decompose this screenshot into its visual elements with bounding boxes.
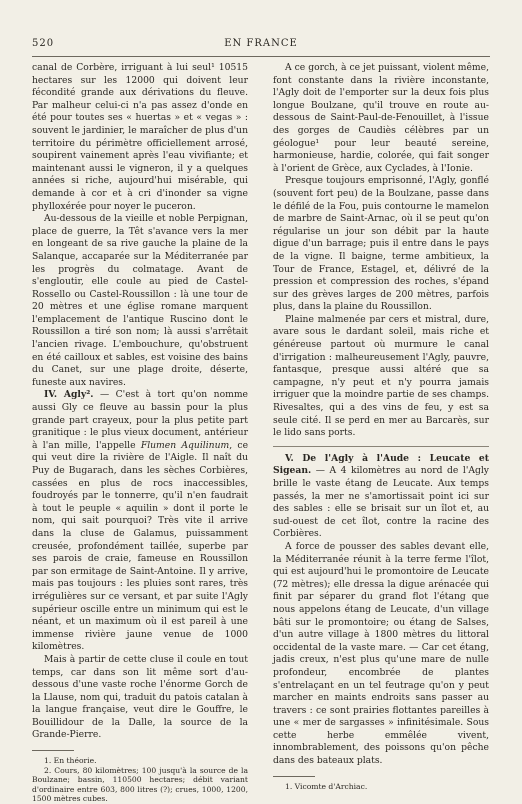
paragraph: canal de Corbère, irriguant à lui seul¹ 10515 hectares sur les 12000 qui doivent leur fécondité grande aux dérivations du fleuve. Par malheur celui-ci n'a pas assez d'onde en été pour toutes ses « huertas » et « vegas » : souvent le jardinier, le maraîcher de plus d'un territoire du périmètre officiellement arrosé, soupirent vainement après l'eau vivifiante; et maintenant aussi le vigneron, il y a quelques années si riche, aujourd'hui misérable, qui demande à cor et à cri d'inonder sa vigne phylloxérée pour noyer le puceron. [32, 62, 248, 212]
footnote: 1. En théorie. [44, 756, 97, 766]
footnote: 1. Vicomte d'Archiac. [285, 781, 368, 791]
section-paragraph [273, 453, 489, 541]
agly-paragraph [32, 389, 248, 653]
section-separator [273, 446, 489, 447]
paragraph: Presque toujours emprisonné, l'Agly, gonflé (souvent fort peu) de la Boulzane, passe dans le défilé de la Fou, puis contourne le mamelon de marbre de Saint-Arnac, où il se peut qu'on régularise un jour son débit par la haute digue d'un barrage; puis il entre dans le pays de la vigne. Il baigne, terme ambitieux, la Tour de France, Estagel, et, délivré de la pression et compression des roches, s'épand sur des grèves larges de 200 mètres, parfois plus, dans la plaine du Roussillon. [273, 175, 489, 313]
page-number: 520 [32, 38, 55, 49]
paragraph: A force de pousser des sables devant elle, la Méditerranée réunit à la terre ferme l'îlot, qui est aujourd'hui le promontoire de Leucate (72 mètres); elle dressa la digue arénacée qui finit par séparer du grand flot l'étang que nous appelons étang de Leucate, d'un village bâti sur le promontoire; ou étang de Salses, d'un autre village à 1800 mètres du littoral occidental de la vaste mare. — Car cet étang, jadis creux, n'est plus qu'une mare de nulle profondeur, encombrée de plantes s'entrelaçant en un tel feutrage qu'on y peut marcher en maints endroits sans passer au travers : ce sont prairies flottantes pareilles à une « mer de sargasses » infinitésimale. Sous cette herbe emmêlée vivent, innombrablement, des poissons qu'on pêche dans des bateaux plats. [273, 540, 489, 767]
page-header [32, 38, 490, 52]
agly-heading: IV. Agly². [44, 389, 94, 401]
right-column [273, 62, 489, 791]
section-heading: V. De l'Agly à l'Aude : Leucate et Sigean. [273, 452, 489, 477]
paragraph: A ce gorch, à ce jet puissant, violent même, font constante dans la rivière inconstante, l'Agly doit de l'emporter sur la deux fois plus longue Boulzane, qu'il trouve en route au-dessous de Saint-Paul-de-Fenouillet, à l'issue des gorges de Caudiès célèbres par un géologue¹ pour leur beauté sereine, harmonieuse, hardie, colorée, qui fait songer à l'orient de Grèce, aux Cyclades, à l'Ionie. [273, 62, 489, 174]
paragraph: Plaine malmenée par cers et mistral, dure, avare sous le dardant soleil, mais riche et généreuse partout où murmure le canal d'irrigation : malheureusement l'Agly, pauvre, fantasque, presque aussi altéré que sa campagne, n'y peut et n'y pourra jamais irriguer que la moindre partie de ses champs. Rivesaltes, qui a des vins de feu, y est sa seule cité. Il se perd en mer au Barcarès, sur le lido sans ports. [273, 313, 489, 439]
paragraph: Mais à partir de cette cluse il coule en tout temps, car dans son lit même sort d'au-dessous d'une vaste roche l'énorme Gorch de la Llause, nom qui, traduit du patois catalan à la langue française, veut dire le Gouffre, le Bouillidour de la Dalle, la source de la Grande-Pierre. [32, 653, 248, 741]
agly-text-continued: , ce qui veut dire la rivière de l'Aigle. Il naît du Puy de Bugarach, dans les sèches Corbières, cassées en plus de rocs inaccessibles, foudroyés par le tonnerre, qu'il n'en faudrait à tout le peuple « aquilin » dont il porte le nom, qui sait pourquoi? Très vite il arrive dans la cluse de Galamus, puissamment creusée, profondément taillée, superbe par ses parois de craie, fameuse en Roussillon par son ermitage de Saint-Antoine. Il y arrive, mais pas toujours : les pluies sont rares, très irrégulières sur ce versant, et par suite l'Agly supérieur oscille entre un minimum qui est le néant, et un maximum où il est pareil à une immense rivière jaune venue de 1000 kilomètres. [32, 439, 249, 653]
header-rule [32, 56, 490, 57]
agly-text: — C'est à tort qu'on nomme aussi Gly ce fleuve au bassin pour la plus grande part crayeux, pour la plus petite part granitique : le plus vieux document, antérieur à l'an mille, l'appelle [32, 389, 248, 451]
running-title: EN FRANCE [224, 38, 298, 49]
footnote-rule [32, 750, 74, 751]
section-text: — A 4 kilomètres au nord de l'Agly brille le vaste étang de Leucate. Aux temps passés, la mer ne s'amortissait point ici sur des sables : elle se brisait sur un îlot et, au sud-ouest de cet îlot, contre la racine des Corbières. [273, 465, 489, 540]
latin-name: Flumen Aquilinum [140, 439, 230, 451]
footnote: 2. Cours, 80 kilomètres; 100 jusqu'à la source de la Boulzane; bassin, 110500 hectares; débit variant d'ordinaire entre 603, 800 litres (?); crues, 1000, 1200, 1500 mètres cubes. [32, 765, 248, 804]
left-column [32, 62, 248, 804]
footnote-rule [273, 776, 315, 777]
paragraph: Au-dessous de la vieille et noble Perpignan, place de guerre, la Têt s'avance vers la mer en longeant de sa rive gauche la plaine de la Salanque, accaparée sur la Méditerranée par les progrès du colmatage. Avant de s'engloutir, elle coule au pied de Castel-Rossello ou Castel-Roussillon : là une tour de 20 mètres et une église romane marquent l'emplacement de l'antique Ruscino dont le Roussillon a tiré son nom; là aussi s'arrêtait l'ancien rivage. L'embouchure, qu'obstruent en été cailloux et sables, est voisine des bains du Canet, sur une plage droite, déserte, funeste aux navires. [32, 213, 248, 388]
